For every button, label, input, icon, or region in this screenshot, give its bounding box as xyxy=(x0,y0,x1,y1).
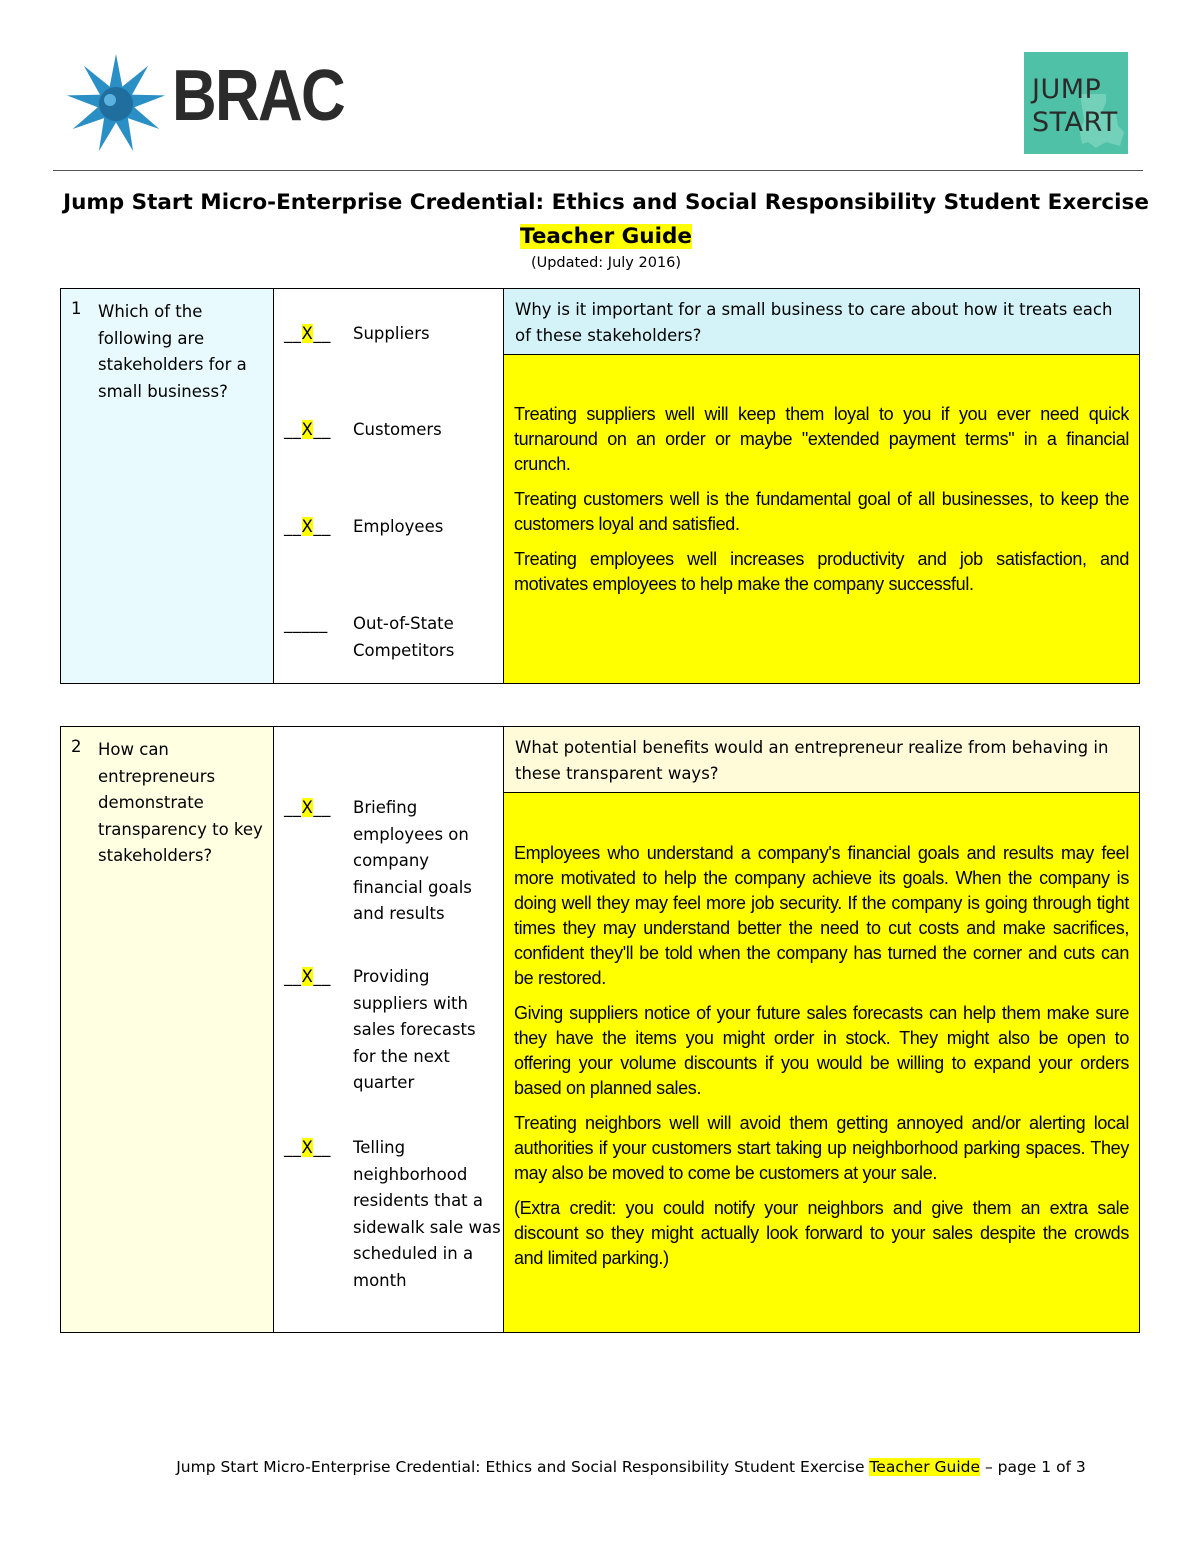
question-2-table xyxy=(60,726,1140,1333)
choices-cell xyxy=(274,727,504,1332)
jump-logo-line1: JUMP xyxy=(1032,74,1102,105)
question-text: How can entrepreneurs demonstrate transparency to key stakeholders? xyxy=(98,740,263,865)
answer-paragraph: Giving suppliers notice of your future sales forecasts can help them make sure they have the items you might order in stock. They might also be open to offering your volume discounts if you would be willing to expand your orders based on planned sales. xyxy=(514,1003,1129,1098)
page-footer xyxy=(0,1458,1200,1476)
answer-cell xyxy=(504,727,1139,1332)
question-number: 2 xyxy=(71,737,82,756)
choice-label: Suppliers xyxy=(353,324,430,343)
checkbox-blank[interactable]: __X__ xyxy=(284,798,331,817)
choices-cell xyxy=(274,289,504,683)
brac-star-logo-icon xyxy=(56,52,176,156)
footer-highlight: Teacher Guide xyxy=(869,1458,981,1476)
footer-page-number: – page 1 of 3 xyxy=(980,1458,1086,1476)
choice-label: Customers xyxy=(353,420,442,439)
answer-paragraph: Employees who understand a company's financial goals and results may feel more motivated to help the company achieve its goals. When the company is doing well they may feel more job security. If the company is going through tight times they may understand better the need to cut costs and make sacrifices, confident they'll be told when the company has turned the corner and cuts can be restored. xyxy=(514,843,1129,988)
answer-paragraph: Treating customers well is the fundamental goal of all businesses, to keep the customers loyal and satisfied. xyxy=(514,489,1129,534)
answer-paragraph: (Extra credit: you could notify your neighbors and give them an extra sale discount so they might actually look forward to your sales despite the crowds and limited parking.) xyxy=(514,1198,1129,1268)
answer-paragraph: Treating neighbors well will avoid them getting annoyed and/or alerting local authorities if your customers start taking up neighborhood parking spaces. They may also be moved to come be customers at your sale. xyxy=(514,1113,1129,1183)
answer-text xyxy=(504,355,1139,683)
updated-date: (Updated: July 2016) xyxy=(530,255,682,271)
check-mark: X xyxy=(301,798,314,817)
brac-logo-text: BRAC xyxy=(172,56,344,136)
header-divider xyxy=(53,170,1143,171)
question-text: Which of the following are stakeholders for a small business? xyxy=(98,302,247,401)
checkbox-blank[interactable]: __X__ xyxy=(284,967,331,986)
question-2-cell xyxy=(61,727,274,1332)
check-mark: X xyxy=(301,1138,314,1157)
checkbox-blank[interactable]: __X__ xyxy=(284,1138,331,1157)
check-mark: X xyxy=(301,967,314,986)
checkbox-blank[interactable]: __X__ xyxy=(284,420,331,439)
choice-label: Providing suppliers with sales forecasts for the next quarter xyxy=(353,967,476,1092)
question-1-table xyxy=(60,288,1140,684)
checkbox-blank[interactable]: __X__ xyxy=(284,517,331,536)
answer-prompt: What potential benefits would an entrepreneur realize from behaving in these transparent ways? xyxy=(504,727,1139,793)
checkbox-blank[interactable]: __X__ xyxy=(284,324,331,343)
subtitle-wrap xyxy=(0,224,1200,249)
question-1-cell xyxy=(61,289,274,683)
checkbox-blank[interactable]: _____ xyxy=(284,614,328,633)
question-number: 1 xyxy=(71,299,82,318)
jump-logo-line2: START xyxy=(1032,107,1118,138)
choice-label: Briefing employees on company financial goals and results xyxy=(353,798,472,923)
choice-label: Telling neighborhood residents that a sidewalk sale was scheduled in a month xyxy=(353,1138,501,1290)
page-subtitle: Teacher Guide xyxy=(520,224,692,249)
check-mark: X xyxy=(301,517,314,536)
check-mark: X xyxy=(301,324,314,343)
answer-text xyxy=(504,793,1139,1332)
choice-label: Employees xyxy=(353,517,444,536)
page-title: Jump Start Micro-Enterprise Credential: Ethics and Social Responsibility Student Exercise xyxy=(63,190,1149,215)
jump-start-logo xyxy=(1024,52,1128,154)
answer-paragraph: Treating employees well increases productivity and job satisfaction, and motivates employees to help make the company successful. xyxy=(514,549,1129,594)
answer-cell xyxy=(504,289,1139,683)
check-mark: X xyxy=(301,420,314,439)
answer-paragraph: Treating suppliers well will keep them loyal to you if you ever need quick turnaround on an order or maybe "extended payment terms" in a financial crunch. xyxy=(514,404,1129,474)
choice-label: Out-of-State Competitors xyxy=(353,614,455,660)
answer-prompt: Why is it important for a small business to care about how it treats each of these stakeholders? xyxy=(504,289,1139,355)
footer-text: Jump Start Micro-Enterprise Credential: Ethics and Social Responsibility Student Exercise xyxy=(176,1458,870,1476)
